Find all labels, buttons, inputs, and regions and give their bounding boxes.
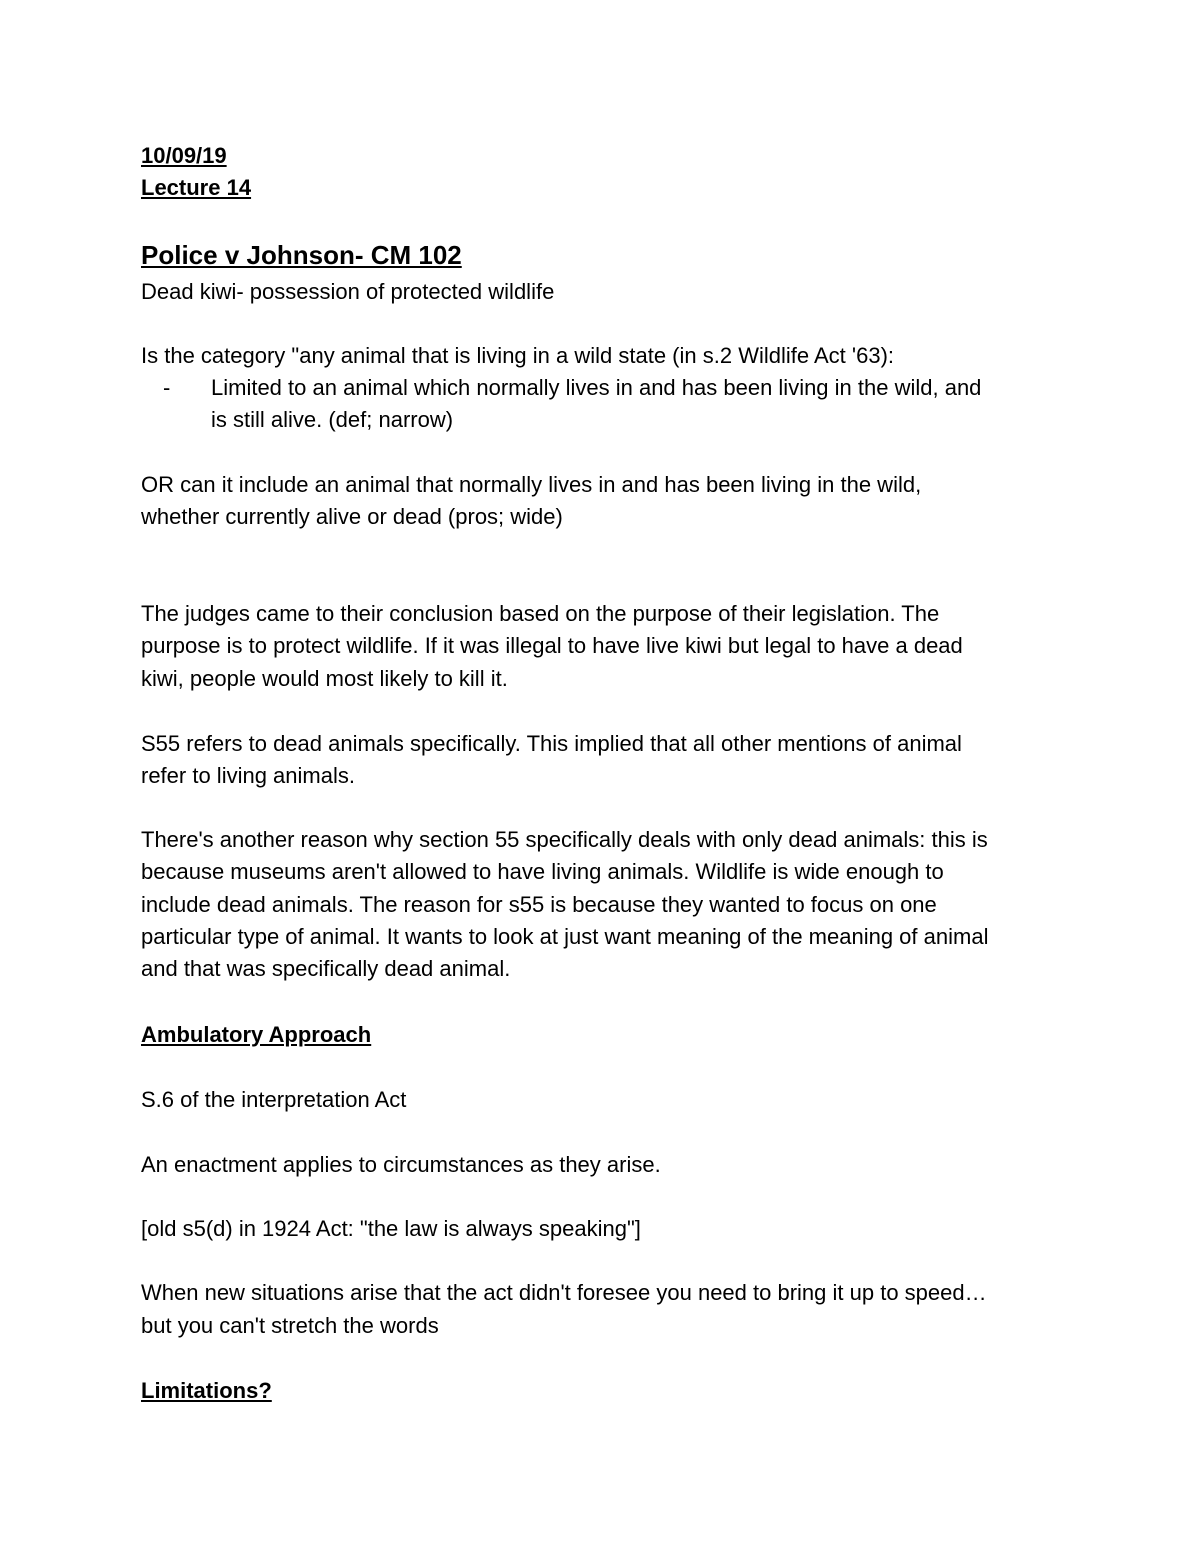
bullet-line: is still alive. (def; narrow) [211,407,454,432]
case-title: Police v Johnson- CM 102 [141,240,462,270]
reason-paragraph-line: because museums aren't allowed to have living animals. Wildlife is wide enough to [141,859,944,884]
judges-paragraph-line: The judges came to their conclusion based on the purpose of their legislation. The [141,601,940,626]
judges-paragraph-line: purpose is to protect wildlife. If it was illegal to have live kiwi but legal to have a dead [141,633,963,658]
bullet-line: Limited to an animal which normally lives in and has been living in the wild, and [211,375,982,400]
reason-paragraph-line: There's another reason why section 55 specifically deals with only dead animals: this is [141,827,988,852]
new-situations-line: When new situations arise that the act didn't foresee you need to bring it up to speed… [141,1280,987,1305]
new-situations-line: but you can't stretch the words [141,1313,439,1338]
ambulatory-heading: Ambulatory Approach [141,1022,372,1047]
reason-paragraph-line: particular type of animal. It wants to look at just want meaning of the meaning of animal [141,924,989,949]
ambulatory-section: S.6 of the interpretation Act [141,1087,407,1112]
judges-paragraph-line: kiwi, people would most likely to kill it. [141,666,508,691]
alternative-line: OR can it include an animal that normally lives in and has been living in the wild, [141,472,922,497]
old-provision: [old s5(d) in 1924 Act: "the law is always speaking"] [141,1216,641,1241]
case-subtitle: Dead kiwi- possession of protected wildlife [141,279,555,304]
s55-paragraph-line: refer to living animals. [141,763,355,788]
lecture-number: Lecture 14 [141,175,252,200]
ambulatory-rule: An enactment applies to circumstances as they arise. [141,1152,661,1177]
limitations-heading: Limitations? [141,1378,272,1403]
lecture-date: 10/09/19 [141,143,227,168]
alternative-line: whether currently alive or dead (pros; wide) [141,504,563,529]
reason-paragraph-line: include dead animals. The reason for s55 is because they wanted to focus on one [141,892,937,917]
s55-paragraph-line: S55 refers to dead animals specifically. This implied that all other mentions of animal [141,731,962,756]
reason-paragraph-line: and that was specifically dead animal. [141,956,511,981]
question-intro: Is the category "any animal that is living in a wild state (in s.2 Wildlife Act '63): [141,343,895,368]
bullet-dash: - [163,375,171,400]
